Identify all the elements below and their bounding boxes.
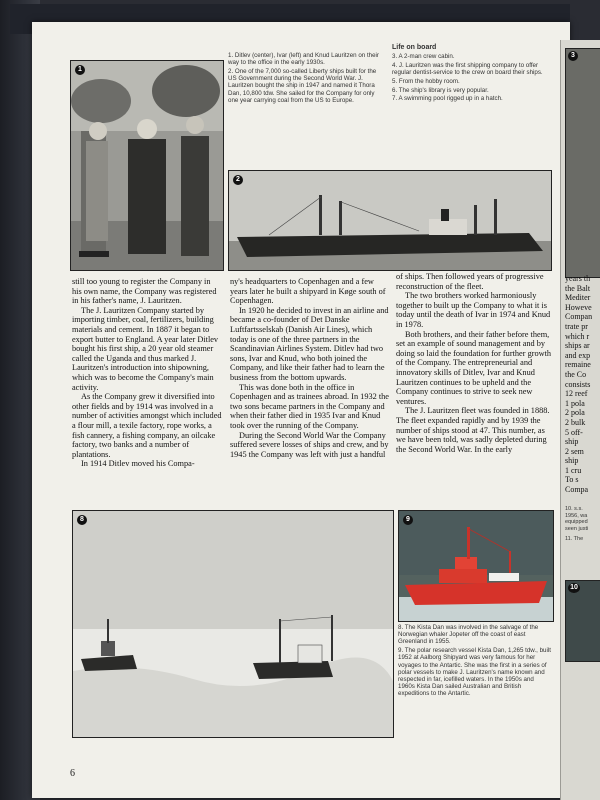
- frag-19: 2 sem: [565, 446, 584, 456]
- photo-number-3: 3: [568, 51, 578, 61]
- caption-4: 4. J. Lauritzen was the first shipping company to offer regular dentist-service to the crew on board their ships.: [392, 61, 543, 77]
- caption-6: 6. The ship's library is very popular.: [392, 86, 489, 94]
- col2-para-3: This was done both in the office in Copenhagen and as trainees abroad. In 1932 the two sons became partners in the Company and when their father died in 1935 Ivar and Knud took over the running of the Company.: [230, 382, 389, 430]
- photo-8-image: [73, 511, 393, 737]
- frag-23: Compa: [565, 485, 589, 495]
- photo-2-image: [229, 171, 551, 270]
- col2-para-2: In 1920 he decided to invest in an airline and became a co-founder of Det Danske Luftfartsselskab (Danish Air Lines), which today is one of the three partners in the Scandinavian Airlines System. Ditlev had two sons, Ivar and Knud, who both joined the Company, and like their father had to learn the business from the bottom upwards.: [230, 305, 389, 382]
- photo-kista-dan: [398, 510, 554, 622]
- frag-10: remaine: [565, 360, 591, 370]
- next-cap-4: seen justi: [565, 525, 589, 532]
- page-number: 6: [70, 768, 75, 779]
- photo-1-image: [71, 61, 223, 270]
- frag-8: ships ar: [565, 341, 590, 351]
- frag-4: Howeve: [565, 302, 592, 312]
- life-on-board-captions: [392, 44, 552, 104]
- magazine-page: [32, 22, 570, 798]
- frag-9: and exp: [565, 350, 591, 360]
- next-cap-5: 11. The: [565, 536, 584, 542]
- photo-number-8: 8: [77, 515, 87, 525]
- photo-number-10: 10: [568, 583, 580, 593]
- next-cap-2: 1956, wa: [565, 512, 588, 519]
- life-on-board-heading: Life on board: [392, 44, 437, 51]
- caption-8: 8. The Kista Dan was involved in the salvage of the Norwegian whaler Jopeter off the coast of east Greenland in 1955.: [398, 624, 539, 646]
- next-page-text: [565, 274, 592, 495]
- frag-21: 1 cru: [565, 465, 582, 475]
- frag-7: which r: [565, 331, 590, 341]
- frag-14: 1 pola: [565, 398, 585, 408]
- frag-12: consists: [565, 379, 591, 389]
- photo-10-edge: [565, 580, 600, 662]
- photo-salvage-jopeter: [72, 510, 394, 738]
- photo-number-1: 1: [75, 65, 85, 75]
- caption-5: 5. From the hobby room.: [392, 77, 460, 85]
- frag-13: 12 reef: [565, 389, 588, 399]
- col3-para-4: The J. Lauritzen fleet was founded in 1888. The fleet expanded rapidly and by 1939 the number of ships stood at 47. This number, as we have been told, was sadly depleted during the Second World War. In the early: [396, 406, 550, 454]
- photo-9-image: [399, 511, 553, 621]
- frag-11: the Co: [565, 369, 587, 379]
- photo-lauritzen-family: [70, 60, 224, 271]
- next-cap-3: equipped: [565, 519, 588, 525]
- frag-6: trate pr: [565, 321, 588, 331]
- caption-1: 1. Ditlev (center), Ivar (left) and Knud Lauritzen on their way to the office in the early 1930s.: [228, 52, 379, 67]
- frag-5: Compan: [565, 312, 593, 322]
- captions-top: [228, 52, 386, 105]
- text-column-1: [72, 277, 222, 469]
- captions-bottom: [398, 624, 552, 699]
- frag-1: years th: [565, 274, 591, 283]
- next-page-edge: [560, 40, 600, 800]
- photo-number-9: 9: [403, 515, 413, 525]
- frag-2: the Balt: [565, 283, 591, 293]
- next-page-captions: [565, 506, 588, 543]
- col3-para-2: The two brothers worked harmoniously together to built up the Company to what it is today until the death of Ivar in 1974 and Knud in 1978.: [396, 291, 551, 329]
- caption-7: 7. A swimming pool rigged up in a hatch.: [392, 95, 503, 103]
- frag-18: ship: [565, 437, 579, 447]
- frag-20: ship: [565, 456, 579, 466]
- photo-number-2: 2: [233, 175, 243, 185]
- col3-para-3: Both brothers, and their father before them, set an example of sound management and by doing so laid the foundation for further growth of the Company. The entrepreneurial and innovatory skills of Ditlev, Ivar and Knud Lauritzen continues to be upheld and the Company continues to strive to seek new ventures.: [396, 329, 552, 406]
- frag-3: Mediter: [565, 293, 591, 303]
- caption-9: 9. The polar research vessel Kista Dan, 1,265 tdw., built 1952 at Aalborg Shipyard was very famous for her voyages to the Antartic. She was the first in a series of polar vessels to make J. Lauritzen's name known and respected in far, icefilled waters. In the 1950s and 1960s Kista Dan sailed Australian and British expeditions to the Antartic.: [398, 647, 551, 698]
- caption-3: 3. A 2-man crew cabin.: [392, 53, 455, 61]
- col3-para-1: of ships. Then followed years of progressive reconstruction of the fleet.: [396, 272, 544, 291]
- col1-para-2: The J. Lauritzen Company started by importing timber, coal, fertilizers, building materials and cement. In 1887 it began to export butter to England. A year later Ditlev bought his first ship, a 20 year old steamer called the Uganda and thus marked J. Lauritzen's introduction into shipowning, which was to become the Company's main activity.: [72, 305, 219, 392]
- frag-16: 2 bulk: [565, 417, 586, 427]
- frag-17: 5 off-: [565, 427, 583, 437]
- text-column-3: [396, 272, 552, 454]
- photo-3-edge: [565, 48, 600, 278]
- col1-para-1: still too young to register the Company in his own name, the Company was registered in his father's name, J. Lauritzen.: [72, 277, 217, 306]
- col2-para-4: During the Second World War the Company suffered severe losses of ships and crew, and by 1945 the Company was left with just a handful: [230, 430, 389, 459]
- next-cap-1: 10. s.s.: [565, 506, 583, 512]
- frag-15: 2 pola: [565, 408, 585, 418]
- caption-2: 2. One of the 7,000 so-called Liberty ships built for the US Government during the Second World War. J. Lauritzen bought the ship in 1947 and named it Thora Dan, 10,800 tdw. She sailed for the Company for only one year carrying coal from the US to Europe.: [228, 67, 377, 104]
- col2-para-1: ny's headquarters to Copenhagen and a few years later he built a shipyard in Køge south of Copenhagen.: [230, 277, 386, 306]
- col1-para-3: As the Company grew it diversified into other fields and by 1914 was involved in a number of activities amongst which included a flour mill, a texile factory, rope works, a fish cannery, a fishing company, an oilcake factory, two banks and a number of plantations.: [72, 392, 222, 459]
- photo-liberty-ship: [228, 170, 552, 271]
- text-column-2: [230, 277, 390, 459]
- frag-22: To s: [565, 475, 579, 485]
- col1-para-4: In 1914 Ditlev moved his Compa-: [81, 459, 195, 469]
